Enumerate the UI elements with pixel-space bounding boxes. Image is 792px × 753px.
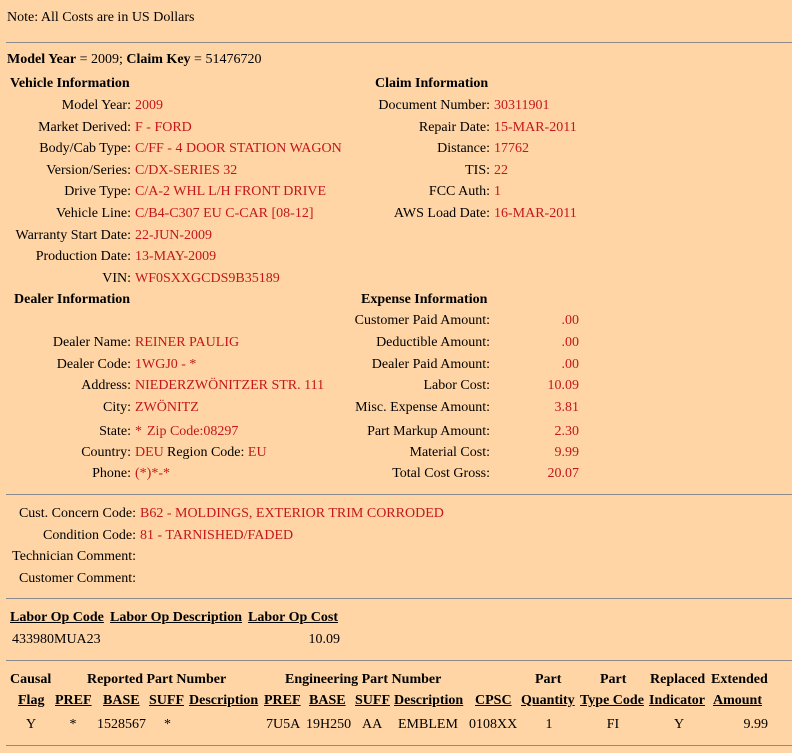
- dealer-info-heading: Dealer Information: [14, 292, 130, 307]
- expense-label: Labor Cost:: [423, 378, 490, 393]
- region-code-value: EU: [247, 445, 267, 460]
- expense-label: Customer Paid Amount:: [354, 313, 490, 328]
- vehicle-label: VIN:: [102, 270, 131, 286]
- claim-value: 15-MAR-2011: [494, 119, 577, 135]
- eng-suff-cell: AA: [362, 717, 383, 732]
- region-code: [167, 445, 267, 461]
- dealer-value: REINER PAULIG: [135, 335, 240, 350]
- expense-value: 2.30: [554, 424, 579, 439]
- claim-value: 17762: [494, 141, 529, 157]
- expense-label: Dealer Paid Amount:: [371, 357, 490, 372]
- claim-label: Repair Date:: [418, 119, 490, 135]
- quantity-cell: 1: [545, 717, 553, 732]
- eng-suff-header: SUFF: [355, 693, 390, 708]
- concern-label: Cust. Concern Code:: [18, 506, 136, 521]
- zip-code-label: Zip Code:: [147, 424, 204, 439]
- concern-value: B62 - MOLDINGS, EXTERIOR TRIM CORRODED: [140, 506, 444, 521]
- pref-cell: *: [69, 717, 77, 732]
- vehicle-label: Version/Series:: [46, 162, 131, 178]
- causal-group-header: Causal: [10, 672, 52, 687]
- eng-base-cell: 19H250: [306, 717, 352, 732]
- type-code-cell: FI: [606, 717, 620, 732]
- eng-pref-header: PREF: [264, 693, 301, 708]
- expense-value: .00: [561, 313, 579, 328]
- expense-label: Part Markup Amount:: [367, 424, 490, 439]
- suff-cell: *: [164, 717, 171, 732]
- expense-value: .00: [561, 357, 579, 372]
- zip-code-value: 08297: [203, 424, 239, 439]
- claim-info-heading: Claim Information: [375, 76, 489, 91]
- indicator-header: Indicator: [649, 693, 705, 708]
- base-cell: 1528567: [97, 717, 146, 732]
- labor-op-cost-header: Labor Op Cost: [248, 610, 338, 625]
- claim-key-value: 51476720: [205, 52, 262, 67]
- claim-label: TIS:: [465, 162, 490, 178]
- vehicle-label: Body/Cab Type:: [39, 141, 131, 157]
- divider: [6, 745, 792, 746]
- suff-header: SUFF: [149, 693, 184, 708]
- eng-description-header: Description: [394, 693, 464, 708]
- expense-label: Material Cost:: [409, 445, 490, 460]
- dealer-label: Dealer Name:: [52, 335, 131, 350]
- divider: [6, 598, 792, 599]
- claim-value: 30311901: [494, 98, 550, 113]
- vehicle-label: Model Year:: [61, 98, 131, 113]
- vehicle-value: C/DX-SERIES 32: [135, 162, 238, 178]
- currency-note: Note: All Costs are in US Dollars: [7, 10, 195, 25]
- model-claim-line: Model Year = 2009; Claim Key = 51476720: [7, 52, 262, 67]
- zip-code: [147, 424, 238, 440]
- eng-description-cell: EMBLEM: [398, 717, 458, 732]
- indicator-cell: Y: [673, 717, 685, 732]
- flag-header: Flag: [18, 693, 45, 708]
- concern-label: Customer Comment:: [18, 571, 136, 586]
- part-type-group-header: Part: [600, 672, 627, 687]
- vehicle-value: 13-MAY-2009: [135, 249, 217, 265]
- dealer-label: Country:: [81, 445, 131, 460]
- vehicle-label: Drive Type:: [64, 184, 131, 200]
- vehicle-value: 22-JUN-2009: [135, 227, 212, 243]
- dealer-value: DEU: [135, 445, 164, 460]
- replaced-group-header: Replaced: [650, 672, 706, 687]
- expense-value: 10.09: [547, 378, 579, 393]
- labor-op-code-cell: 433980MUA23: [12, 632, 101, 647]
- expense-info-heading: Expense Information: [361, 292, 488, 307]
- region-code-label: Region Code:: [167, 445, 245, 460]
- vehicle-value: C/A-2 WHL L/H FRONT DRIVE: [135, 184, 327, 200]
- vehicle-label: Warranty Start Date:: [15, 227, 131, 243]
- labor-op-description-header: Labor Op Description: [110, 610, 242, 625]
- divider: [6, 660, 792, 661]
- dealer-label: Phone:: [92, 466, 131, 481]
- type-code-header: Type Code: [580, 693, 644, 708]
- cpsc-header: CPSC: [475, 693, 512, 708]
- dealer-label: Dealer Code:: [56, 357, 131, 372]
- expense-value: 9.99: [554, 445, 579, 460]
- concern-label: Technician Comment:: [12, 549, 136, 564]
- amount-header: Amount: [713, 693, 763, 708]
- quantity-header: Quantity: [521, 693, 575, 708]
- dealer-label: City:: [102, 400, 131, 415]
- model-year-label: Model Year: [7, 52, 77, 67]
- claim-label: FCC Auth:: [428, 184, 490, 200]
- claim-label: Distance:: [437, 141, 490, 157]
- description-header: Description: [189, 693, 259, 708]
- vehicle-label: Production Date:: [35, 249, 131, 265]
- expense-value: 20.07: [547, 466, 579, 481]
- vehicle-label: Vehicle Line:: [55, 206, 131, 221]
- labor-op-cost-cell: 10.09: [308, 632, 340, 647]
- pref-header: PREF: [55, 693, 92, 708]
- claim-label: AWS Load Date:: [393, 206, 490, 221]
- claim-value: 16-MAR-2011: [494, 206, 577, 221]
- amount-cell: 9.99: [743, 717, 768, 732]
- divider: [6, 494, 792, 495]
- expense-value: 3.81: [554, 400, 579, 415]
- claim-value: 1: [494, 184, 501, 200]
- dealer-label: Address:: [81, 378, 131, 393]
- dealer-value: 1WGJ0 - *: [135, 357, 197, 372]
- claim-value: 22: [494, 162, 508, 178]
- expense-label: Deductible Amount:: [376, 335, 490, 350]
- concern-label: Condition Code:: [43, 528, 136, 543]
- vehicle-label: Market Derived:: [38, 119, 131, 135]
- part-quantity-group-header: Part: [535, 672, 562, 687]
- flag-cell: Y: [25, 717, 37, 732]
- engineering-part-group-header: Engineering Part Number: [285, 672, 442, 687]
- reported-part-group-header: Reported Part Number: [87, 672, 227, 687]
- vehicle-value: F - FORD: [135, 119, 192, 135]
- vehicle-value: C/B4-C307 EU C-CAR [08-12]: [135, 206, 314, 221]
- dealer-value: ZWÖNITZ: [135, 400, 199, 415]
- claim-label: Document Number:: [378, 98, 490, 113]
- base-header: BASE: [103, 693, 140, 708]
- vehicle-value: 2009: [135, 98, 163, 113]
- vehicle-info-heading: Vehicle Information: [10, 76, 130, 91]
- dealer-value: *: [135, 424, 142, 439]
- expense-label: Total Cost Gross:: [392, 466, 490, 481]
- dealer-value: NIEDERZWÖNITZER STR. 111: [135, 378, 325, 393]
- divider: [6, 42, 792, 43]
- concern-value: 81 - TARNISHED/FADED: [140, 528, 294, 543]
- dealer-value: (*)*-*: [135, 466, 170, 481]
- expense-value: .00: [561, 335, 579, 350]
- expense-label: Misc. Expense Amount:: [355, 400, 490, 415]
- extended-group-header: Extended: [711, 672, 768, 687]
- eng-base-header: BASE: [309, 693, 346, 708]
- cpsc-cell: 0108XX: [469, 717, 518, 732]
- vehicle-value: WF0SXXGCDS9B35189: [135, 270, 280, 286]
- eng-pref-cell: 7U5A: [266, 717, 301, 732]
- vehicle-value: C/FF - 4 DOOR STATION WAGON: [135, 141, 342, 157]
- model-year-value: 2009: [90, 52, 119, 67]
- dealer-label: State:: [99, 424, 131, 439]
- labor-op-code-header: Labor Op Code: [10, 610, 104, 625]
- claim-key-label: Claim Key: [126, 52, 191, 67]
